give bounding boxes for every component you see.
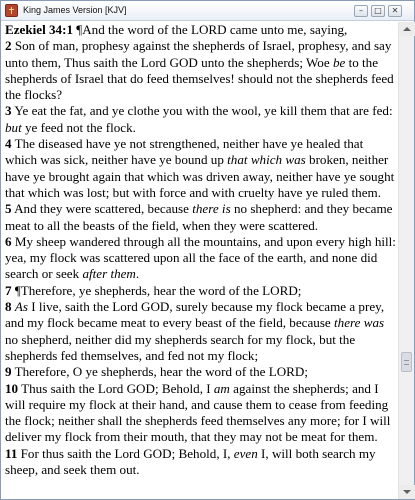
- scroll-thumb[interactable]: [401, 352, 412, 372]
- verse-number: 10: [5, 380, 19, 396]
- verse: [5, 201, 396, 234]
- window-title: King James Version [KJV]: [23, 5, 127, 15]
- verse-text: Therefore, O ye shepherds, hear the word of the LORD;: [11, 364, 308, 380]
- verse-text: Son of man, prophesy against the shepherds of Israel, prophesy, and say unto them, Thus saith the Lord GOD unto the shepherds; Woe: [5, 38, 392, 70]
- verse: [5, 283, 396, 299]
- verse-text: My sheep wandered through all the mountains, and upon every high hill: yea, my flock was scattered upon all the face of the earth, and none did search or seek: [5, 233, 396, 282]
- verse-text: I live, saith the Lord GOD, surely because my flock became a prey, and my flock became meat to every beast of the field, because: [5, 299, 385, 331]
- verse-text: Thus saith the Lord GOD; Behold, I: [18, 380, 214, 396]
- verse: [5, 381, 396, 446]
- title-bar[interactable]: [1, 1, 414, 21]
- maximize-button[interactable]: □: [371, 5, 385, 17]
- verse-text: no shepherd, neither did my shepherds search for my flock, but the shepherds fed themselves, and fed not my flock;: [5, 331, 356, 363]
- scroll-down-arrow-icon[interactable]: [399, 485, 415, 499]
- verse-text: Ye eat the fat, and ye clothe you with the wool, ye kill them that are fed:: [11, 103, 393, 119]
- verse: [5, 299, 396, 364]
- verse-text: I, will both search my sheep, and seek them out.: [5, 445, 376, 478]
- verse-text: The diseased have ye not strengthened, neither have ye healed that which was sick, neither have ye bound up: [5, 136, 364, 168]
- verse: [5, 38, 396, 103]
- verse-number: 2: [5, 38, 12, 54]
- passage-reference: Ezekiel 34:1: [5, 22, 74, 37]
- verse: [5, 103, 396, 136]
- italic-text: but: [5, 119, 22, 135]
- verse-text: no shepherd: and they became meat to all the beasts of the field, when they were scattered.: [5, 201, 393, 233]
- verse: [5, 234, 396, 283]
- verse-text: ¶Therefore, ye shepherds, hear the word of the LORD;: [11, 282, 302, 298]
- verse: [5, 136, 396, 201]
- italic-text: be: [332, 54, 346, 70]
- verse-number: 5: [5, 201, 12, 217]
- verse-text: ye feed not the flock.: [21, 119, 136, 135]
- verse-text: broken, neither have ye brought again that which was driven away, neither have ye sought that which was lost; but with force and with cruelty have ye ruled them.: [5, 152, 395, 200]
- italic-text: am: [213, 380, 230, 396]
- verse-number: 11: [5, 445, 18, 461]
- vertical-scrollbar[interactable]: [398, 22, 414, 499]
- minimize-button[interactable]: –: [354, 5, 368, 17]
- italic-text: As: [14, 299, 28, 315]
- verse: [5, 446, 396, 479]
- verse: [73, 22, 347, 37]
- italic-text: there is: [192, 201, 231, 217]
- bible-icon: [5, 4, 18, 17]
- passage-text[interactable]: [5, 22, 396, 499]
- verse-text: against the shepherds; and I will require my flock at their hand, and cause them to cease from feeding the flock; neither shall the shepherds feed themselves any more; for I will deliver my flock from their mouth, that they may not be meat for them.: [5, 380, 391, 445]
- italic-text: that which was: [227, 152, 306, 168]
- verse-number: 7: [5, 282, 12, 298]
- verse-text: .: [135, 266, 140, 282]
- italic-text: after them: [82, 266, 136, 282]
- verse-number: 6: [5, 233, 12, 249]
- verse: [5, 364, 396, 380]
- verse-number: 8: [5, 299, 12, 315]
- verse-text: And they were scattered, because: [11, 201, 193, 217]
- verse-number: 4: [5, 136, 12, 152]
- verse-number: 3: [5, 103, 12, 119]
- verse-number: 9: [5, 364, 12, 380]
- scroll-up-arrow-icon[interactable]: [399, 22, 415, 36]
- italic-text: there was: [334, 315, 385, 331]
- verse-text: to the shepherds of Israel that do feed themselves! should not the shepherds feed the flocks?: [5, 54, 394, 103]
- close-button[interactable]: ✕: [388, 5, 402, 17]
- verse-list: [5, 22, 396, 478]
- italic-text: even: [233, 445, 258, 461]
- verse-text: For thus saith the Lord GOD; Behold, I,: [17, 445, 234, 461]
- verse-text: ¶And the word of the LORD came unto me, saying,: [73, 22, 348, 37]
